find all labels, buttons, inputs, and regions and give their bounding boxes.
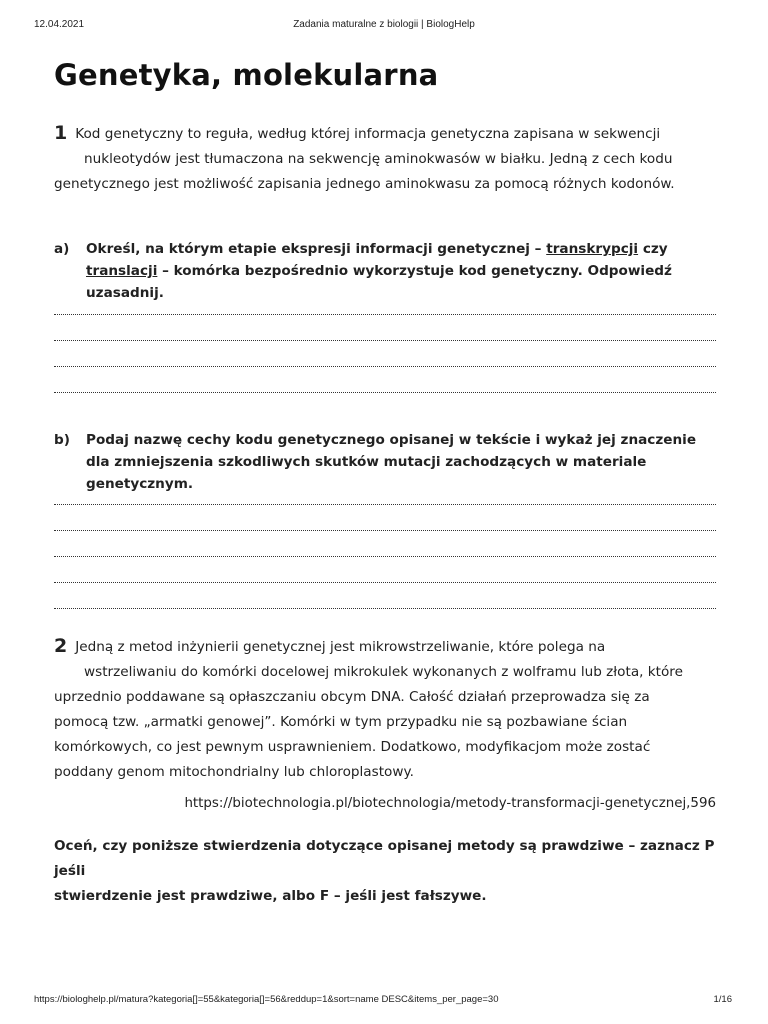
task-2-line-6: poddany genom mitochondrialny lub chloroplastowy. xyxy=(54,764,414,780)
option-transkrypcji: transkrypcji xyxy=(546,241,639,257)
task-1a-text: Określ, na którym etapie ekspresji informacji genetycznej – transkrypcji czy translacji – komórka bezpośrednio wykorzystuje kod genetyczny. Odpowiedź uzasadnij. xyxy=(86,241,672,301)
print-page-title: Zadania maturalne z biologii | BiologHelp xyxy=(293,19,475,30)
task-1b-text: Podaj nazwę cechy kodu genetycznego opisanej w tekście i wykaż jej znaczenie dla zmniejszenia szkodliwych skutków mutacji zachodzących w materiale genetycznym. xyxy=(86,432,697,492)
task-2-number: 2 xyxy=(54,635,68,657)
option-translacji: translacji xyxy=(86,263,158,279)
answer-line[interactable] xyxy=(54,314,716,315)
task-1-number: 1 xyxy=(54,122,68,144)
answer-line[interactable] xyxy=(54,582,716,583)
task-1b-question xyxy=(54,429,718,495)
source-citation: https://biotechnologia.pl/biotechnologia/metody-transformacji-genetycznej,596 xyxy=(184,796,716,811)
page-number: 1/16 xyxy=(713,994,732,1005)
task-2-line-2: wstrzeliwaniu do komórki docelowej mikrokulek wykonanych z wolframu lub złota, które xyxy=(84,664,683,680)
answer-line[interactable] xyxy=(54,530,716,531)
print-url: https://biologhelp.pl/matura?kategoria[]=55&kategoria[]=56&reddup=1&sort=name DESC&items_per_page=30 xyxy=(34,994,499,1005)
task-1-line-1: Kod genetyczny to reguła, według której informacja genetyczna zapisana w sekwencji xyxy=(75,126,661,142)
task-2-line-1: Jedną z metod inżynierii genetycznej jest mikrowstrzeliwanie, które polega na xyxy=(75,639,606,655)
task-1-line-3: genetycznego jest możliwość zapisania jednego aminokwasu za pomocą różnych kodonów. xyxy=(54,176,675,192)
task-1b-label: b) xyxy=(54,432,70,448)
task-2-line-4: pomocą tzw. „armatki genowej”. Komórki w tym przypadku nie są pozbawiane ścian xyxy=(54,714,628,730)
task-2-line-5: komórkowych, co jest pewnym usprawnieniem. Dodatkowo, modyfikacjom może zostać xyxy=(54,739,651,755)
answer-line[interactable] xyxy=(54,556,716,557)
print-date: 12.04.2021 xyxy=(34,19,85,30)
page-title: Genetyka, molekularna xyxy=(54,58,439,92)
answer-line[interactable] xyxy=(54,340,716,341)
task-2-line-3: uprzednio poddawane są opłaszczaniu obcym DNA. Całość działań przeprowadza się za xyxy=(54,689,650,705)
answer-line[interactable] xyxy=(54,366,716,367)
task-1-line-2: nukleotydów jest tłumaczona na sekwencję aminokwasów w białku. Jedną z cech kodu xyxy=(84,151,673,167)
task-2-instruction: Oceń, czy poniższe stwierdzenia dotyczące opisanej metody są prawdziwe – zaznacz P jeśli stwierdzenie jest prawdziwe, albo F – jeśli jest fałszywe. xyxy=(54,838,715,904)
task-1a-question xyxy=(54,238,718,304)
task-1a-label: a) xyxy=(54,241,70,257)
task-1-intro xyxy=(54,120,718,197)
answer-line[interactable] xyxy=(54,608,716,609)
answer-line[interactable] xyxy=(54,392,716,393)
task-2-intro xyxy=(54,633,718,785)
answer-line[interactable] xyxy=(54,504,716,505)
